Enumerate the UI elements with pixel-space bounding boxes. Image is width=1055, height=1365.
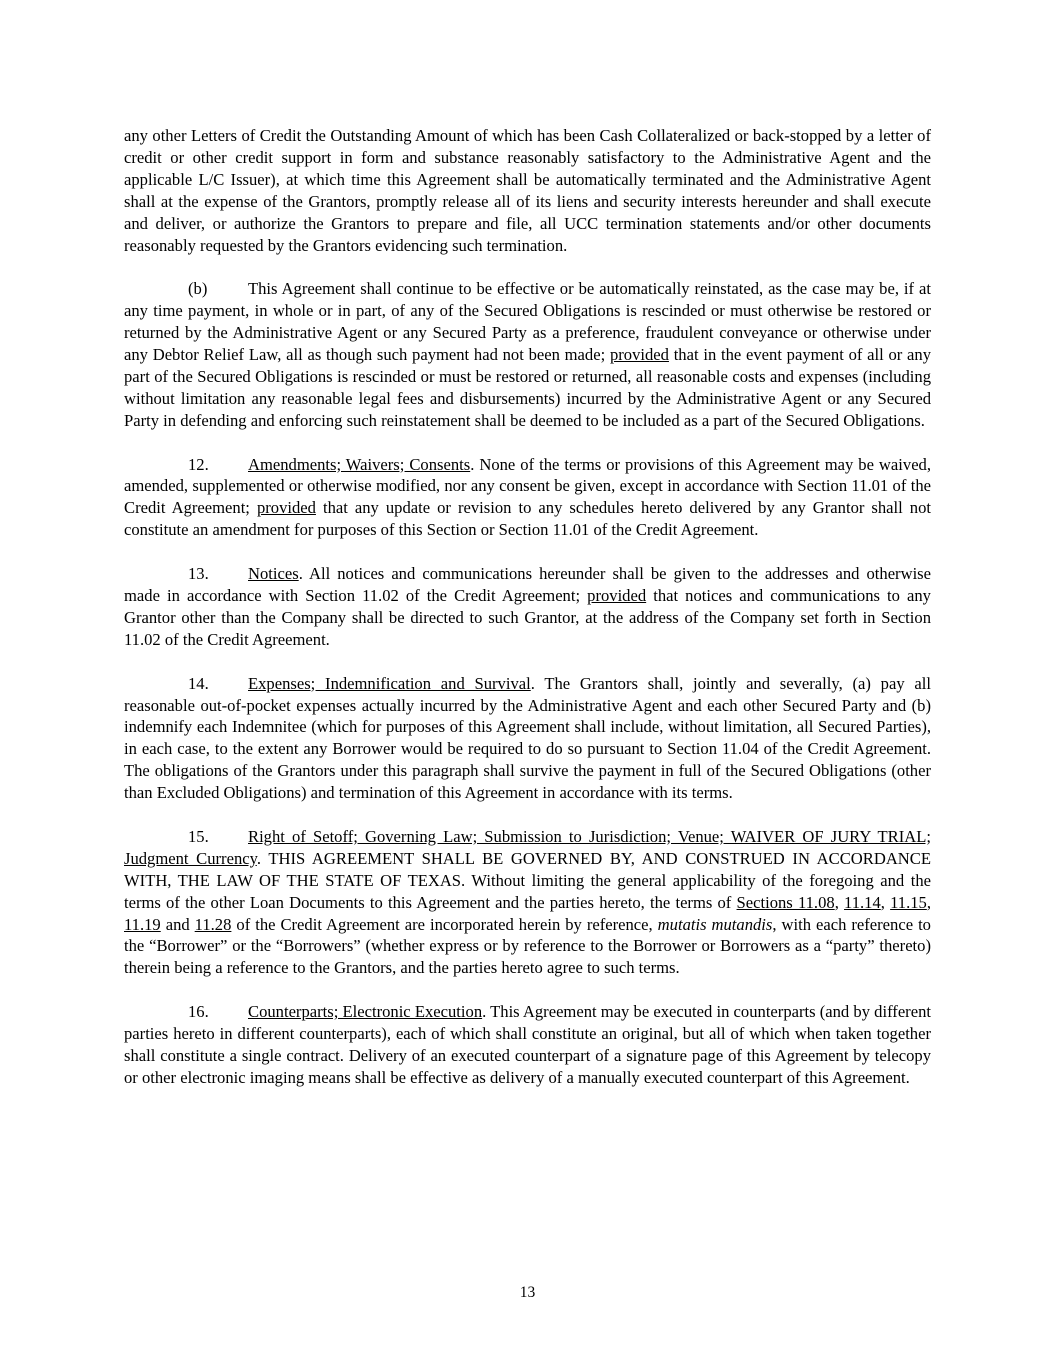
section-reference: Sections 11.08 [736, 892, 835, 912]
section-12 [124, 454, 931, 542]
section-reference: 11.19 [124, 914, 161, 934]
separator: , [926, 892, 931, 912]
section-number: 12. [188, 454, 209, 474]
section-number: 15. [188, 826, 209, 846]
paragraph-number: (b) [188, 279, 208, 299]
section-text: . This Agreement may be executed in counterparts (and by different parties hereto in different counterparts), each of which shall constitute an original, but all of which when taken together shall constitute a single contract. Delivery of an executed counterpart of a signature page of this Agreement by telecopy or other electronic imaging means shall be effective as delivery of a manually executed counterpart of this Agreement. [124, 1002, 931, 1087]
provided-term: provided [256, 498, 316, 518]
section-title: Notices [248, 564, 299, 584]
section-number: 13. [188, 564, 209, 584]
section-text: . None of the terms or provisions of this Agreement may be waived, amended, supplemented or otherwise modified, nor any consent be given, except in accordance with Section 11.01 of the Credit Agreement; [124, 454, 931, 518]
section-title: Right of Setoff; Governing Law; Submission to Jurisdiction; Venue; WAIVER OF JURY TRIAL; Judgment Currency [124, 826, 931, 868]
section-reference: 11.15 [890, 892, 927, 912]
section-16 [124, 1001, 931, 1089]
paragraph-text: that in the event payment of all or any part of the Secured Obligations is rescinded or must be restored or returned, all reasonable costs and expenses (including without limitation any reasonable legal fees and disbursements) incurred by the Administrative Agent or any Secured Party in defending and enforcing such reinstatement shall be deemed to be included as a part of the Secured Obligations. [124, 345, 932, 430]
section-reference: 11.28 [194, 914, 232, 934]
section-number: 14. [188, 673, 209, 693]
section-title: Expenses; Indemnification and Survival [248, 673, 531, 693]
section-14 [124, 673, 931, 804]
page-number: 13 [519, 1284, 536, 1301]
section-text: that any update or revision to any schedules hereto delivered by any Grantor shall not constitute an amendment for purposes of this Section or Section 11.01 of the Credit Agreement. [124, 498, 931, 540]
section-title: Counterparts; Electronic Execution [248, 1002, 483, 1022]
section-text: that notices and communications to any Grantor other than the Company shall be directed to such Grantor, at the address of the Company set forth in Section 11.02 of the Credit Agreement. [124, 585, 931, 649]
paragraph-text: This Agreement shall continue to be effective or be automatically reinstated, as the case may be, if at any time payment, in whole or in part, of any of the Secured Obligations is rescinded or must otherwise be restored or returned by the Administrative Agent or any Secured Party as a preference, fraudulent conveyance or otherwise under any Debtor Relief Law, all as though such payment had not been made; [124, 279, 931, 365]
section-text: . All notices and communications hereunder shall be given to the addresses and otherwise made in accordance with Section 11.02 of the Credit Agreement; [124, 564, 931, 605]
section-title: Amendments; Waivers; Consents [248, 454, 471, 474]
separator: and [160, 914, 195, 934]
separator: , [880, 892, 891, 912]
section-text: . THIS AGREEMENT SHALL BE GOVERNED BY, AND CONSTRUED IN ACCORDANCE WITH, THE LAW OF THE STATE OF TEXAS. Without limiting the general applicability of the foregoing and the terms of the other Loan Documents to this Agreement and the parties hereto, the terms of [124, 848, 931, 912]
provided-term: provided [587, 585, 647, 605]
section-text: of the Credit Agreement are incorporated herein by reference, [231, 914, 658, 934]
document-page [124, 125, 931, 1111]
section-15 [124, 826, 931, 979]
section-text: . The Grantors shall, jointly and severally, (a) pay all reasonable out-of-pocket expenses actually incurred by the Administrative Agent and each other Secured Party and (b) indemnify each Indemnitee (which for purposes of this Agreement shall include, without limitation, all Secured Parties), in each case, to the extent any Borrower would be required to do so pursuant to Section 11.04 of the Credit Agreement. The obligations of the Grantors under this paragraph shall survive the payment in full of the Secured Obligations (other than Excluded Obligations) and termination of this Agreement in accordance with its terms. [124, 673, 931, 803]
separator: , [834, 892, 845, 912]
paragraph-intro: any other Letters of Credit the Outstanding Amount of which has been Cash Collateralized or back-stopped by a letter of credit or other credit support in form and substance reasonably satisfactory to the Administrative Agent and the applicable L/C Issuer), at which time this Agreement shall be automatically terminated and the Administrative Agent shall at the expense of the Grantors, promptly release all of its liens and security interests hereunder and shall execute and deliver, or authorize the Grantors to prepare and file, all UCC termination statements and/or other documents reasonably requested by the Grantors evidencing such termination. [124, 126, 931, 255]
section-reference: 11.14 [844, 892, 881, 912]
provided-term: provided [609, 345, 669, 365]
section-text: , with each reference to the “Borrower” or the “Borrowers” (whether express or by reference to the Borrower or Borrowers as a “party” thereto) therein being a reference to the Grantors, and the parties hereto agree to such terms. [124, 914, 931, 978]
paragraph-b [124, 278, 931, 431]
section-number: 16. [188, 1002, 209, 1022]
section-13 [124, 563, 931, 651]
latin-phrase: mutatis mutandis [657, 914, 773, 934]
